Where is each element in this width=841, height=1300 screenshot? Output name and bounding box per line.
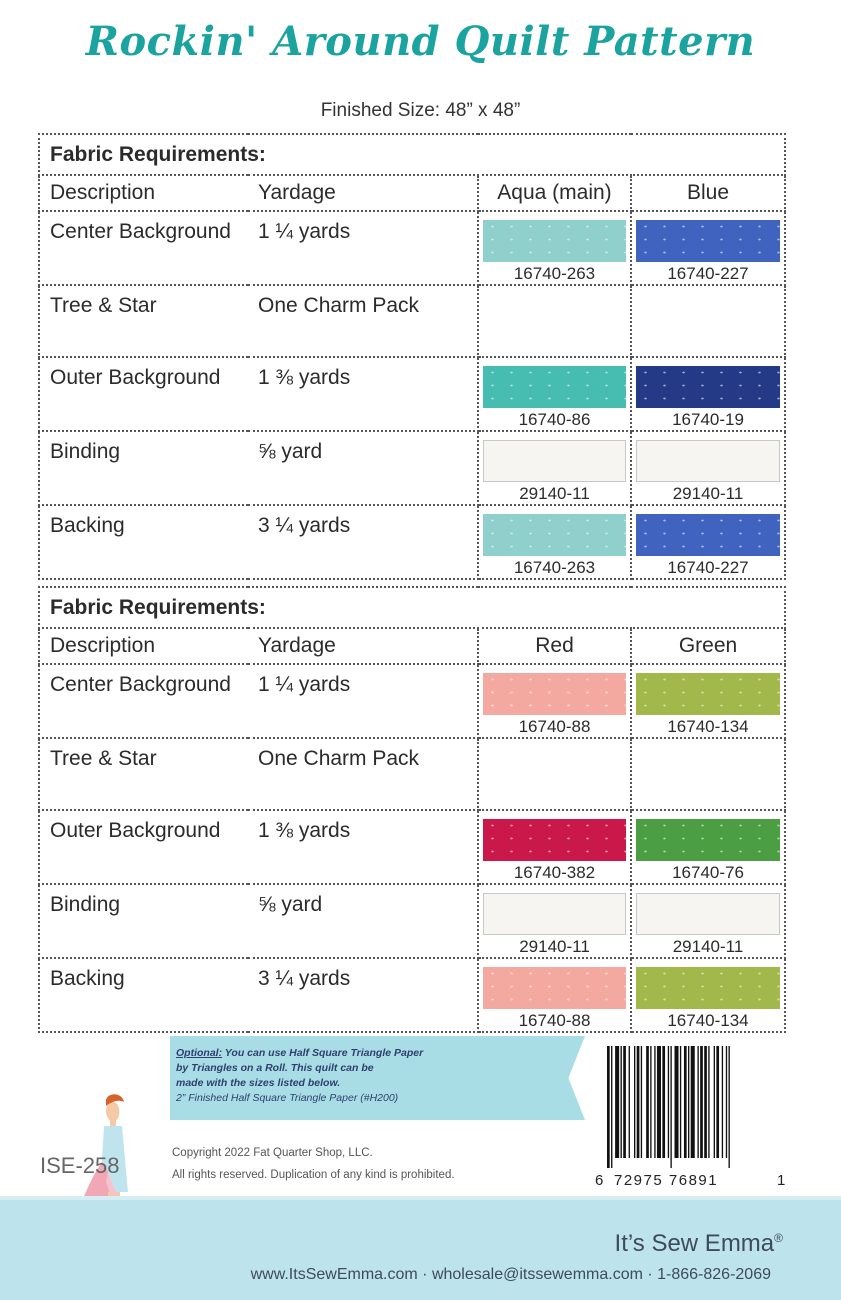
rights-text: All rights reserved. Duplication of any kind is prohibited. bbox=[172, 1169, 455, 1181]
barcode-digits-middle: 72975 76891 bbox=[614, 1172, 719, 1189]
col-yardage: Yardage bbox=[248, 628, 478, 664]
row-description: Tree & Star bbox=[39, 285, 248, 357]
table-row bbox=[39, 810, 785, 884]
pattern-title: Rockin' Around Quilt Pattern bbox=[85, 18, 756, 65]
table-row bbox=[39, 211, 785, 285]
finished-size: Finished Size: 48” x 48” bbox=[320, 100, 521, 121]
table-row bbox=[39, 357, 785, 431]
table-row bbox=[39, 884, 785, 958]
fabric-swatch bbox=[483, 967, 626, 1009]
table-row bbox=[39, 431, 785, 505]
brand-text: It’s Sew Emma bbox=[614, 1230, 775, 1257]
fabric-swatch bbox=[483, 366, 626, 408]
table-row bbox=[39, 285, 785, 357]
fabric-code: 16740-19 bbox=[672, 409, 744, 429]
fabric-code: 16740-134 bbox=[667, 1010, 749, 1030]
row-description: Center Background bbox=[39, 664, 248, 738]
row-yardage: ⅝ yard bbox=[248, 431, 478, 505]
fabric-cell bbox=[631, 357, 785, 431]
registered-mark: ® bbox=[774, 1231, 783, 1245]
row-yardage: 1 ¼ yards bbox=[248, 211, 478, 285]
row-description: Backing bbox=[39, 958, 248, 1032]
fabric-cell bbox=[631, 884, 785, 958]
fabric-swatch bbox=[636, 673, 780, 715]
fabric-swatch bbox=[636, 967, 780, 1009]
fabric-code: 16740-76 bbox=[672, 862, 744, 882]
note-line-1: You can use Half Square Triangle Paper bbox=[222, 1047, 424, 1059]
col-colorway-a: Aqua (main) bbox=[478, 175, 631, 211]
fabric-swatch bbox=[636, 440, 780, 482]
fabric-cell bbox=[478, 958, 631, 1032]
note-line-3: made with the sizes listed below. bbox=[176, 1077, 341, 1089]
fabric-swatch bbox=[636, 366, 780, 408]
fabric-cell bbox=[478, 505, 631, 579]
empty-fabric-cell bbox=[478, 738, 631, 810]
fabric-swatch bbox=[483, 220, 626, 262]
row-yardage: 3 ¼ yards bbox=[248, 505, 478, 579]
brand-name bbox=[615, 1230, 783, 1258]
fabric-code: 16740-263 bbox=[513, 264, 596, 283]
row-yardage: One Charm Pack bbox=[248, 738, 478, 810]
optional-note bbox=[176, 1046, 576, 1106]
row-description: Tree & Star bbox=[39, 738, 248, 810]
row-description: Binding bbox=[39, 431, 248, 505]
row-description: Backing bbox=[39, 505, 248, 579]
fabric-cell bbox=[631, 505, 785, 579]
row-description: Outer Background bbox=[39, 810, 248, 884]
row-yardage: 1 ⅜ yards bbox=[248, 357, 478, 431]
fabric-swatch bbox=[483, 893, 626, 935]
sku-label: ISE-258 bbox=[40, 1153, 120, 1178]
copyright-text: Copyright 2022 Fat Quarter Shop, LLC. bbox=[172, 1147, 373, 1159]
table-heading: Fabric Requirements: bbox=[39, 587, 785, 628]
fabric-cell bbox=[478, 431, 631, 505]
col-colorway-b: Green bbox=[631, 628, 785, 664]
fabric-cell bbox=[631, 431, 785, 505]
table-row bbox=[39, 738, 785, 810]
empty-fabric-cell bbox=[478, 285, 631, 357]
fabric-cell bbox=[478, 664, 631, 738]
table-row bbox=[39, 505, 785, 579]
fabric-code: 29140-11 bbox=[672, 936, 744, 956]
fabric-swatch bbox=[483, 514, 626, 556]
fabric-code: 29140-11 bbox=[519, 936, 590, 956]
copyright-block bbox=[172, 1142, 455, 1186]
fabric-code: 16740-227 bbox=[667, 557, 749, 577]
fabric-code: 16740-88 bbox=[518, 717, 591, 736]
fabric-code: 16740-134 bbox=[667, 717, 749, 736]
barcode-digit-left: 6 bbox=[595, 1172, 604, 1189]
note-line-2: by Triangles on a Roll. This quilt can be bbox=[176, 1062, 374, 1074]
fabric-code: 16740-86 bbox=[518, 409, 591, 429]
note-line-4: 2” Finished Half Square Triangle Paper (#H200) bbox=[176, 1092, 399, 1104]
row-yardage: 1 ⅜ yards bbox=[248, 810, 478, 884]
fabric-table-2 bbox=[38, 586, 786, 1033]
fabric-swatch bbox=[483, 673, 626, 715]
fabric-code: 16740-227 bbox=[667, 264, 749, 283]
fabric-swatch bbox=[483, 440, 626, 482]
row-yardage: ⅝ yard bbox=[248, 884, 478, 958]
fabric-table-1 bbox=[38, 133, 786, 580]
fabric-swatch bbox=[636, 220, 780, 262]
row-description: Binding bbox=[39, 884, 248, 958]
fabric-code: 29140-11 bbox=[519, 483, 590, 503]
row-yardage: 3 ¼ yards bbox=[248, 958, 478, 1032]
optional-label: Optional: bbox=[176, 1047, 223, 1059]
fabric-cell bbox=[631, 810, 785, 884]
row-description: Outer Background bbox=[39, 357, 248, 431]
fabric-cell bbox=[478, 211, 631, 285]
fabric-cell bbox=[478, 357, 631, 431]
fabric-cell bbox=[631, 664, 785, 738]
row-yardage: 1 ¼ yards bbox=[248, 664, 478, 738]
fabric-swatch bbox=[636, 819, 780, 861]
barcode-digit-right: 1 bbox=[777, 1172, 786, 1189]
col-colorway-b: Blue bbox=[631, 175, 785, 211]
row-yardage: One Charm Pack bbox=[248, 285, 478, 357]
fabric-swatch bbox=[636, 514, 780, 556]
contact-info: www.ItsSewEmma.com · wholesale@itssewemma.com · 1-866-826-2069 bbox=[250, 1266, 771, 1283]
fabric-swatch bbox=[483, 819, 626, 861]
fabric-cell bbox=[631, 211, 785, 285]
fabric-cell bbox=[478, 810, 631, 884]
table-heading: Fabric Requirements: bbox=[39, 134, 785, 175]
empty-fabric-cell bbox=[631, 285, 785, 357]
empty-fabric-cell bbox=[631, 738, 785, 810]
table-row bbox=[39, 664, 785, 738]
table-row bbox=[39, 958, 785, 1032]
fabric-code: 29140-11 bbox=[672, 483, 744, 503]
col-description: Description bbox=[39, 175, 248, 211]
fabric-cell bbox=[478, 884, 631, 958]
fabric-code: 16740-88 bbox=[518, 1010, 591, 1030]
col-colorway-a: Red bbox=[478, 628, 631, 664]
fabric-code: 16740-263 bbox=[513, 557, 596, 577]
col-description: Description bbox=[39, 628, 248, 664]
row-description: Center Background bbox=[39, 211, 248, 285]
fabric-swatch bbox=[636, 893, 780, 935]
footer-stripe bbox=[0, 1196, 841, 1200]
col-yardage: Yardage bbox=[248, 175, 478, 211]
fabric-cell bbox=[631, 958, 785, 1032]
barcode-icon bbox=[607, 1046, 777, 1168]
fabric-code: 16740-382 bbox=[513, 862, 596, 882]
